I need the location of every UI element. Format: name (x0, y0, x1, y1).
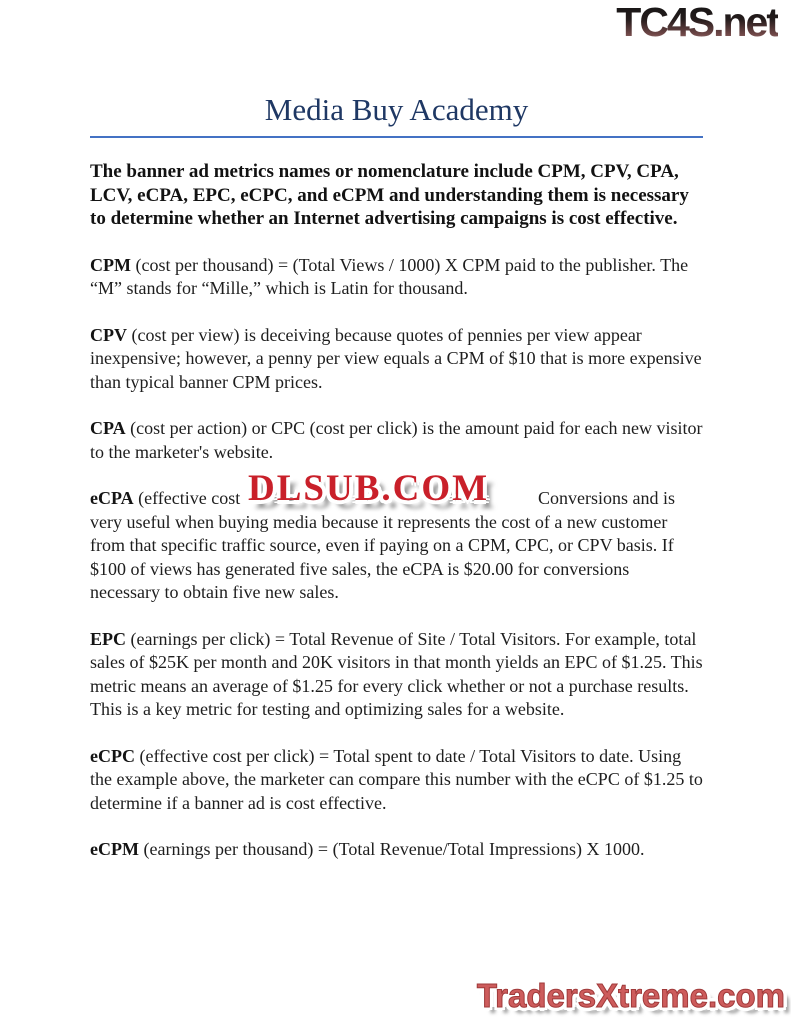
tc4s-logo: TC4S.net (616, 0, 778, 45)
paragraph-ecpa-after-watermark: Conversions and is (538, 488, 675, 508)
paragraph-epc (90, 628, 703, 722)
term-cpm: CPM (90, 254, 131, 275)
document-content (90, 90, 703, 885)
term-ecpc: eCPC (90, 745, 135, 766)
paragraph-cpm-text: (cost per thousand) = (Total Views / 1000) X CPM paid to the publisher. The “M” stands for “Mille,” which is Latin for thousand. (90, 254, 689, 298)
paragraph-ecpa (90, 468, 703, 605)
dlsub-watermark: DLSUB.COM (248, 468, 490, 509)
paragraph-ecpa-first-line (90, 468, 703, 511)
term-cpv: CPV (90, 324, 127, 345)
paragraph-cpa-text: (cost per action) or CPC (cost per click) is the amount paid for each new visitor to the marketer's website. (90, 418, 703, 462)
term-ecpm: eCPM (90, 839, 139, 859)
term-epc: EPC (90, 628, 126, 649)
paragraph-ecpm (90, 838, 703, 862)
paragraph-ecpc-text: (effective cost per click) = Total spent to date / Total Visitors to date. Using the example above, the marketer can compare this number with the eCPC of $1.25 to determine if a banner ad is cost effective. (90, 745, 703, 813)
paragraph-ecpa-before-watermark: (effective cost (133, 488, 241, 508)
paragraph-cpm (90, 254, 703, 301)
term-ecpa: eCPA (90, 488, 134, 508)
paragraph-epc-text: (earnings per click) = Total Revenue of Site / Total Visitors. For example, total sales of $25K per month and 20K visitors in that month yields an EPC of $1.25. This metric means an average of $1.25 for every click whether or not a purchase results. This is a key metric for testing and optimizing sales for a website. (90, 628, 703, 719)
intro-paragraph: The banner ad metrics names or nomenclature include CPM, CPV, CPA, LCV, eCPA, EPC, eCPC, and eCPM and understanding them is necessary to determine whether an Internet advertising campaigns is cost effective. (90, 161, 689, 229)
title-rule (90, 136, 703, 138)
paragraph-cpa (90, 417, 703, 464)
paragraph-ecpc (90, 745, 703, 816)
paragraph-cpv-text: (cost per view) is deceiving because quotes of pennies per view appear inexpensive; however, a penny per view equals a CPM of $10 that is more expensive than typical banner CPM prices. (90, 324, 702, 392)
paragraph-ecpa-continued: very useful when buying media because it represents the cost of a new customer from that specific traffic source, even if paying on a CPM, CPC, or CPV basis. If $100 of views has generated five sales, the eCPA is $20.00 for conversions necessary to obtain five new sales. (90, 511, 674, 602)
paragraph-cpv (90, 324, 703, 395)
paragraph-ecpm-text: (earnings per thousand) = (Total Revenue/Total Impressions) X 1000. (138, 839, 645, 859)
term-cpa: CPA (90, 418, 126, 438)
tradersxtreme-logo: TradersXtreme.com (476, 977, 785, 1014)
page-title: Media Buy Academy (264, 92, 529, 127)
